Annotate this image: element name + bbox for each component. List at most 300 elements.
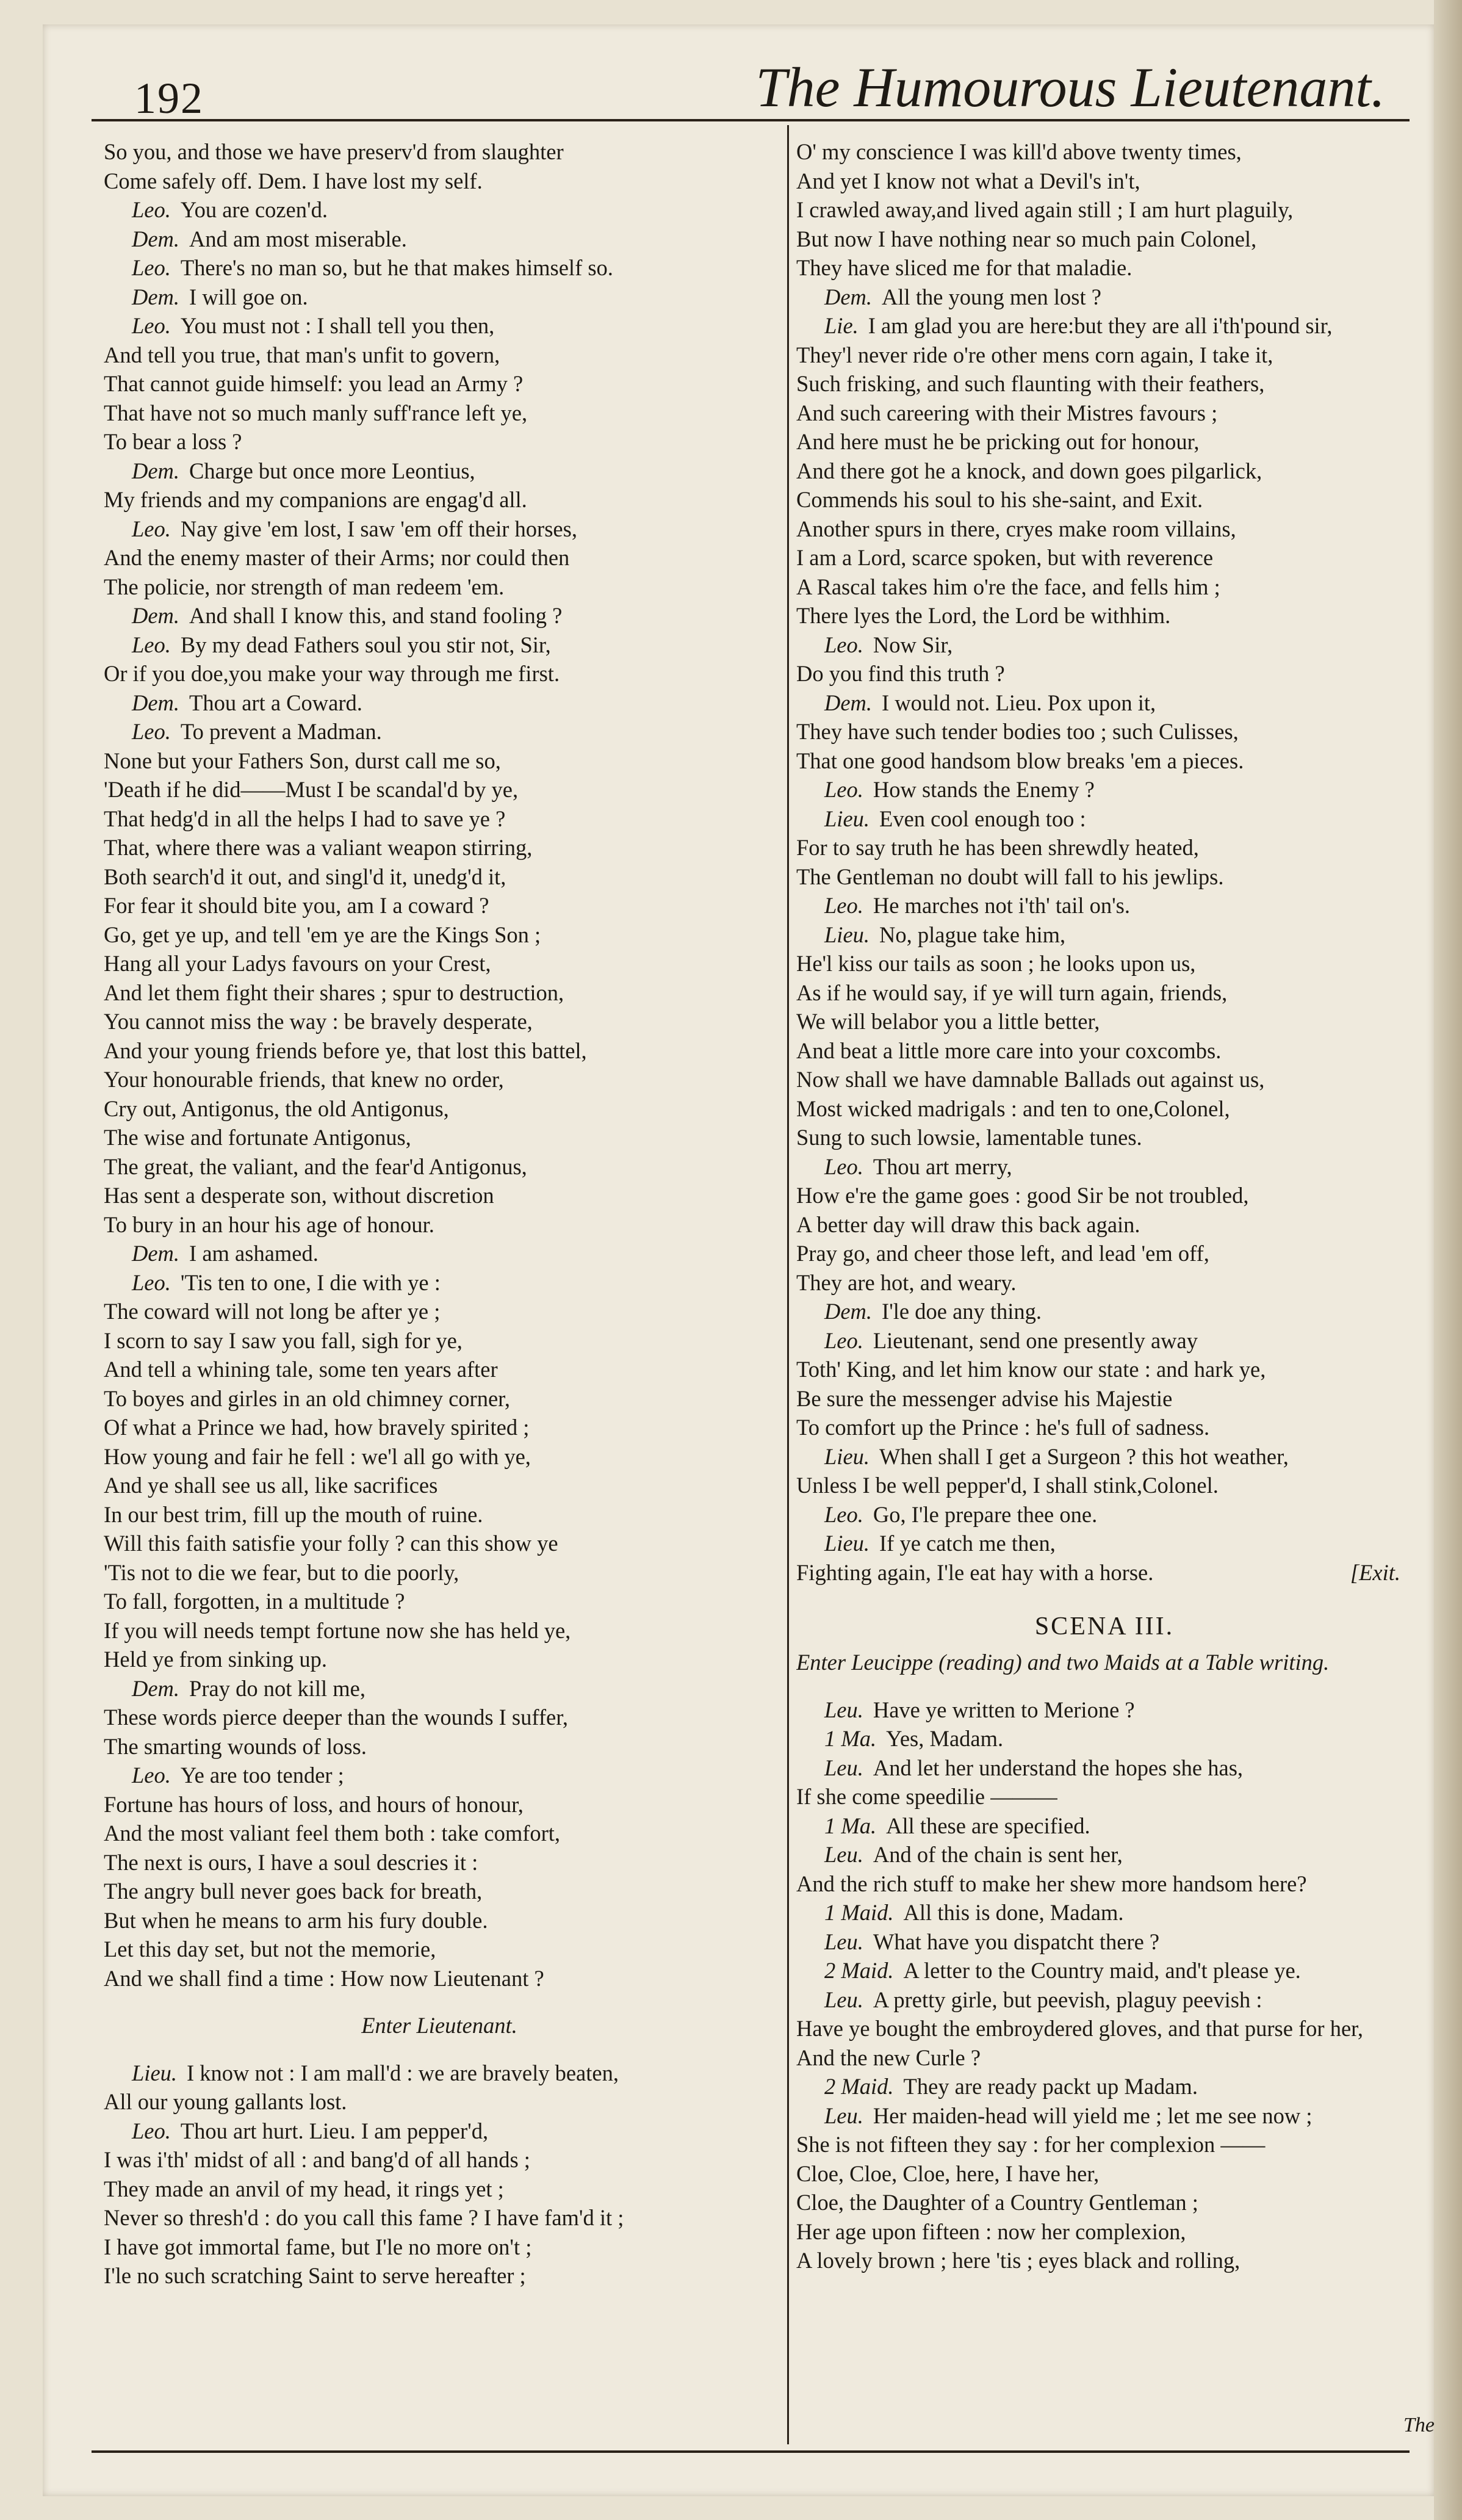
speaker-label: Dem. — [132, 284, 180, 309]
verse-line — [796, 688, 1413, 718]
verse-line — [104, 659, 775, 688]
verse-line — [104, 514, 775, 544]
speaker-label: Leu. — [824, 1842, 863, 1867]
line-text: None but your Fathers Son, durst call me so, — [104, 748, 501, 773]
line-text: Sung to such lowsie, lamentable tunes. — [796, 1125, 1142, 1150]
line-text: As if he would say, if ye will turn again, friends, — [796, 980, 1228, 1005]
verse-line — [796, 601, 1413, 630]
verse-line — [796, 311, 1413, 341]
line-text: And let her understand the hopes she has, — [873, 1755, 1244, 1780]
line-text: Another spurs in there, cryes make room villains, — [796, 516, 1236, 541]
page-binding-edge — [1434, 0, 1462, 2520]
verse-line — [796, 572, 1413, 602]
verse-line — [796, 2043, 1413, 2073]
speaker-label: Leo. — [824, 1501, 863, 1527]
blank-line — [796, 1587, 1413, 1605]
speaker-label: Leo. — [132, 516, 171, 541]
line-text: And of the chain is sent her, — [873, 1842, 1123, 1867]
line-text: Fighting again, I'le eat hay with a horse. — [796, 1559, 1154, 1585]
speaker-label: Leo. — [132, 197, 171, 222]
column-divider — [787, 125, 789, 2444]
verse-line — [104, 1558, 775, 1587]
line-text: I will goe on. — [189, 284, 308, 309]
speaker-label: Dem. — [132, 226, 180, 251]
line-text: The great, the valiant, and the fear'd Antigonus, — [104, 1153, 527, 1179]
line-text: They have sliced me for that maladie. — [796, 255, 1133, 280]
line-text: She is not fifteen they say : for her complexion —— — [796, 2132, 1266, 2157]
verse-line — [796, 1782, 1413, 1811]
verse-line — [104, 341, 775, 370]
speaker-label: 2 Maid. — [824, 1958, 894, 1983]
verse-line — [796, 1181, 1413, 1210]
verse-line — [104, 1906, 775, 1935]
verse-line — [104, 891, 775, 920]
running-title: The Humourous Lieutenant. — [755, 56, 1385, 118]
verse-line — [104, 1877, 775, 1906]
verse-line — [104, 1007, 775, 1036]
speaker-label: Dem. — [132, 1675, 180, 1701]
speaker-label: Leu. — [824, 1987, 863, 2012]
speaker-label: 1 Ma. — [824, 1726, 877, 1751]
line-text: These words pierce deeper than the wounds I suffer, — [104, 1705, 569, 1730]
speaker-label: Leu. — [824, 1929, 863, 1954]
verse-line — [104, 1355, 775, 1384]
line-text: They made an anvil of my head, it rings yet ; — [104, 2176, 504, 2201]
speaker-label: 2 Maid. — [824, 2074, 894, 2099]
speaker-label: Leo. — [132, 313, 171, 338]
line-text: I am glad you are here:but they are all i'th'pound sir, — [868, 313, 1333, 338]
line-text: And tell you true, that man's unfit to govern, — [104, 342, 500, 367]
line-text: You are cozen'd. — [180, 197, 328, 222]
line-text: That have not so much manly suff'rance left ye, — [104, 400, 528, 425]
verse-line — [104, 1268, 775, 1298]
speaker-label: Lie. — [824, 313, 859, 338]
line-text: And here must he be pricking out for honour, — [796, 429, 1200, 454]
verse-line — [104, 1123, 775, 1152]
verse-line — [104, 1210, 775, 1240]
line-text: They are ready packt up Madam. — [903, 2074, 1198, 2099]
verse-line — [104, 2117, 775, 2146]
verse-line — [104, 225, 775, 254]
verse-line — [796, 1840, 1413, 1869]
verse-line — [104, 1935, 775, 1964]
line-text: But now I have nothing near so much pain Colonel, — [796, 226, 1257, 251]
verse-line — [104, 1529, 775, 1558]
verse-line — [796, 485, 1413, 514]
line-text: And beat a little more care into your coxcombs. — [796, 1038, 1222, 1063]
line-text: For to say truth he has been shrewdly heated, — [796, 835, 1199, 860]
line-text: Held ye from sinking up. — [104, 1647, 327, 1672]
line-text: Go, get ye up, and tell 'em ye are the Kings Son ; — [104, 922, 541, 947]
line-text: 'Tis ten to one, I die with ye : — [180, 1269, 441, 1295]
speaker-label: Lieu. — [824, 922, 870, 947]
line-text: The angry bull never goes back for breath, — [104, 1879, 483, 1904]
line-text: And the rich stuff to make her shew more handsom here? — [796, 1871, 1307, 1896]
line-text: No, plague take him, — [879, 922, 1066, 947]
line-text: I'le no such scratching Saint to serve hereafter ; — [104, 2263, 526, 2288]
verse-line — [796, 1065, 1413, 1094]
verse-line — [104, 717, 775, 746]
verse-line — [104, 1616, 775, 1645]
line-text: Fortune has hours of loss, and hours of honour, — [104, 1791, 524, 1817]
verse-line — [796, 862, 1413, 892]
speaker-label: Leo. — [824, 632, 863, 657]
line-text: And tell a whining tale, some ten years after — [104, 1357, 498, 1382]
line-text: Let this day set, but not the memorie, — [104, 1937, 436, 1962]
line-text: And yet I know not what a Devil's in't, — [796, 168, 1140, 193]
line-text: There's no man so, but he that makes himself so. — [180, 255, 613, 280]
verse-line — [104, 804, 775, 834]
header-rule — [92, 119, 1410, 121]
speaker-label: Dem. — [132, 1241, 180, 1266]
verse-line — [796, 2130, 1413, 2159]
verse-line — [796, 1036, 1413, 1066]
verse-line — [796, 1471, 1413, 1500]
verse-line — [104, 1297, 775, 1326]
line-text: He marches not i'th' tail on's. — [873, 893, 1131, 918]
speaker-label: Leo. — [824, 777, 863, 802]
line-text: Will this faith satisfie your folly ? can this show ye — [104, 1531, 558, 1556]
verse-line — [104, 630, 775, 660]
verse-line — [104, 2145, 775, 2175]
verse-line — [796, 1695, 1413, 1725]
footer-rule — [92, 2450, 1410, 2453]
line-text: Or if you doe,you make your way through me first. — [104, 661, 560, 686]
catchword: The — [1403, 2414, 1435, 2436]
verse-line — [796, 195, 1413, 225]
speaker-label: Leo. — [824, 893, 863, 918]
verse-line — [104, 137, 775, 167]
line-text: All these are specified. — [886, 1813, 1090, 1838]
speaker-label: 1 Ma. — [824, 1813, 877, 1838]
line-text: And ye shall see us all, like sacrifices — [104, 1473, 438, 1498]
line-text: Yes, Madam. — [886, 1726, 1004, 1751]
blank-line — [796, 1677, 1413, 1695]
verse-line — [796, 1413, 1413, 1442]
line-text: I was i'th' midst of all : and bang'd of all hands ; — [104, 2147, 530, 2172]
stage-direction: Enter Leucippe (reading) and two Maids at a Table writing. — [796, 1650, 1330, 1675]
verse-line — [104, 1152, 775, 1182]
line-text: We will belabor you a little better, — [796, 1009, 1100, 1034]
line-text: I am a Lord, scarce spoken, but with reverence — [796, 545, 1214, 570]
verse-line — [104, 311, 775, 341]
verse-line — [796, 225, 1413, 254]
verse-line — [104, 978, 775, 1008]
verse-line — [104, 1181, 775, 1210]
line-text: The policie, nor strength of man redeem 'em. — [104, 574, 505, 599]
verse-line — [104, 543, 775, 572]
line-text: Cloe, Cloe, Cloe, here, I have her, — [796, 2161, 1100, 2186]
line-text: Be sure the messenger advise his Majestie — [796, 1385, 1173, 1411]
speaker-label: Leu. — [824, 1697, 863, 1722]
line-text: The Gentleman no doubt will fall to his jewlips. — [796, 864, 1224, 889]
speaker-label: Lieu. — [132, 2060, 178, 2085]
line-text: To fall, forgotten, in a multitude ? — [104, 1589, 405, 1614]
line-text: Hang all your Ladys favours on your Crest, — [104, 951, 491, 976]
line-text: So you, and those we have preserv'd from slaughter — [104, 139, 564, 164]
line-text: Toth' King, and let him know our state : and hark ye, — [796, 1357, 1266, 1382]
line-text: Her age upon fifteen : now her complexion, — [796, 2219, 1186, 2244]
verse-line — [796, 2014, 1413, 2043]
verse-line — [796, 2188, 1413, 2217]
verse-line — [796, 1811, 1413, 1841]
speaker-label: Dem. — [132, 603, 180, 628]
page-number: 192 — [134, 74, 204, 123]
page-header — [92, 43, 1410, 123]
verse-line — [104, 775, 775, 804]
verse-line — [796, 1326, 1413, 1356]
verse-line — [796, 630, 1413, 660]
line-text: I crawled away,and lived again still ; I am hurt plaguily, — [796, 197, 1294, 222]
verse-line — [104, 920, 775, 950]
line-text: Commends his soul to his she-saint, and Exit. — [796, 487, 1203, 512]
verse-line — [104, 1413, 775, 1442]
verse-line — [796, 341, 1413, 370]
line-text: Now Sir, — [873, 632, 953, 657]
verse-line — [796, 1898, 1413, 1927]
line-text: I would not. Lieu. Pox upon it, — [882, 690, 1156, 715]
line-text: If you will needs tempt fortune now she has held ye, — [104, 1617, 571, 1643]
speaker-label: Leo. — [132, 632, 171, 657]
verse-line — [104, 369, 775, 399]
speaker-label: Dem. — [824, 690, 873, 715]
verse-line — [104, 2087, 775, 2117]
verse-line — [796, 2246, 1413, 2275]
speaker-label: Leo. — [132, 2118, 171, 2143]
line-text: And shall I know this, and stand fooling ? — [189, 603, 563, 628]
line-text: Thou art a Coward. — [189, 690, 362, 715]
verse-line — [796, 1239, 1413, 1268]
line-text: Thou art hurt. Lieu. I am pepper'd, — [180, 2118, 489, 2143]
line-text: 'Death if he did——Must I be scandal'd by ye, — [104, 777, 519, 802]
line-text: Pray go, and cheer those left, and lead 'em off, — [796, 1241, 1209, 1266]
verse-line — [796, 1985, 1413, 2015]
line-text: I scorn to say I saw you fall, sigh for ye, — [104, 1327, 463, 1353]
verse-line — [796, 167, 1413, 196]
verse-line — [104, 1964, 775, 1993]
verse-line — [104, 457, 775, 486]
line-text: For fear it should bite you, am I a coward ? — [104, 893, 489, 918]
line-text: Charge but once more Leontius, — [189, 458, 475, 483]
verse-line — [104, 1587, 775, 1616]
blank-line — [104, 1993, 775, 2011]
verse-line — [104, 601, 775, 630]
line-text: A better day will draw this back again. — [796, 1211, 1140, 1237]
speaker-label: Leo. — [132, 255, 171, 280]
verse-line — [796, 514, 1413, 544]
line-text: And your young friends before ye, that lost this battel, — [104, 1038, 587, 1063]
blank-line — [104, 2040, 775, 2059]
line-text: You must not : I shall tell you then, — [180, 313, 495, 338]
line-text: What have you dispatcht there ? — [873, 1929, 1160, 1954]
verse-line — [104, 746, 775, 776]
line-text: I am ashamed. — [189, 1241, 319, 1266]
verse-line — [104, 1442, 775, 1471]
verse-line — [796, 659, 1413, 688]
right-column — [796, 137, 1413, 2275]
verse-line — [796, 1927, 1413, 1957]
line-text: A lovely brown ; here 'tis ; eyes black and rolling, — [796, 2248, 1241, 2273]
verse-line — [104, 1065, 775, 1094]
verse-line — [796, 1753, 1413, 1783]
verse-line — [796, 2159, 1413, 2189]
line-text: Have ye written to Merione ? — [873, 1697, 1135, 1722]
line-text: How e're the game goes : good Sir be not troubled, — [796, 1183, 1249, 1208]
verse-line — [104, 167, 775, 196]
line-text: He'l kiss our tails as soon ; he looks upon us, — [796, 951, 1196, 976]
line-text: A Rascal takes him o're the face, and fells him ; — [796, 574, 1220, 599]
speaker-label: Dem. — [132, 458, 180, 483]
line-text: I'le doe any thing. — [882, 1299, 1042, 1324]
verse-line — [104, 1094, 775, 1124]
verse-line — [796, 2101, 1413, 2131]
verse-line — [104, 1848, 775, 1877]
verse-line — [796, 1442, 1413, 1471]
line-text: Her maiden-head will yield me ; let me see now ; — [873, 2103, 1313, 2128]
line-text: And the most valiant feel them both : take comfort, — [104, 1821, 561, 1846]
verse-line — [796, 1529, 1413, 1558]
line-text: To bury in an hour his age of honour. — [104, 1211, 434, 1237]
verse-line — [104, 1384, 775, 1413]
line-text: Of what a Prince we had, how bravely spirited ; — [104, 1415, 530, 1440]
verse-line — [796, 283, 1413, 312]
line-text: But when he means to arm his fury double. — [104, 1907, 488, 1933]
line-text: I know not : I am mall'd : we are bravely beaten, — [187, 2060, 619, 2085]
speaker-label: Leo. — [132, 1269, 171, 1295]
speaker-label: Dem. — [132, 690, 180, 715]
line-text: Go, I'le prepare thee one. — [873, 1501, 1098, 1527]
line-text: That hedg'd in all the helps I had to save ye ? — [104, 806, 506, 831]
line-text: When shall I get a Surgeon ? this hot weather, — [879, 1443, 1289, 1469]
line-text: All the young men lost ? — [882, 284, 1101, 309]
line-text: Lieutenant, send one presently away — [873, 1327, 1198, 1353]
verse-line — [796, 399, 1413, 428]
line-text: They'l never ride o're other mens corn again, I take it, — [796, 342, 1273, 367]
verse-line — [796, 1384, 1413, 1413]
verse-line — [104, 1790, 775, 1819]
verse-line — [104, 1761, 775, 1790]
speaker-label: Leu. — [824, 2103, 863, 2128]
verse-line — [104, 399, 775, 428]
verse-line — [796, 457, 1413, 486]
line-text: And we shall find a time : How now Lieutenant ? — [104, 1965, 544, 1991]
line-text: The wise and fortunate Antigonus, — [104, 1125, 411, 1150]
verse-line — [104, 195, 775, 225]
verse-line — [104, 1819, 775, 1848]
line-text: Your honourable friends, that knew no order, — [104, 1067, 504, 1092]
verse-line — [796, 1297, 1413, 1326]
speaker-label: 1 Maid. — [824, 1900, 894, 1925]
verse-line — [104, 253, 775, 283]
line-text: That, where there was a valiant weapon stirring, — [104, 835, 533, 860]
line-text: There lyes the Lord, the Lord be withhim. — [796, 603, 1171, 628]
verse-line — [796, 1152, 1413, 1182]
line-text: Unless I be well pepper'd, I shall stink,Colonel. — [796, 1473, 1219, 1498]
verse-line — [796, 137, 1413, 167]
speaker-label: Dem. — [824, 1299, 873, 1324]
verse-line — [104, 427, 775, 457]
scene-heading: SCENA III. — [1034, 1612, 1175, 1641]
line-text: Most wicked madrigals : and ten to one,Colonel, — [796, 1096, 1230, 1121]
verse-line — [796, 978, 1413, 1008]
line-text: Have ye bought the embroydered gloves, and that purse for her, — [796, 2016, 1363, 2041]
line-text: A letter to the Country maid, and't please ye. — [903, 1958, 1301, 1983]
verse-line — [104, 688, 775, 718]
verse-line — [796, 2217, 1413, 2247]
line-text: Ye are too tender ; — [180, 1763, 344, 1788]
exit-direction: [Exit. — [1350, 1559, 1400, 1585]
verse-line — [796, 543, 1413, 572]
verse-line — [104, 1471, 775, 1500]
verse-line — [796, 369, 1413, 399]
line-text: To boyes and girles in an old chimney corner, — [104, 1385, 510, 1411]
line-text: To bear a loss ? — [104, 429, 242, 454]
verse-line — [796, 1558, 1413, 1587]
verse-line — [796, 949, 1413, 978]
line-text: O' my conscience I was kill'd above twenty times, — [796, 139, 1242, 164]
line-text: The smarting wounds of loss. — [104, 1733, 367, 1759]
verse-line — [796, 1123, 1413, 1152]
verse-line — [104, 283, 775, 312]
line-text: Both search'd it out, and singl'd it, unedg'd it, — [104, 864, 506, 889]
speaker-label: Dem. — [824, 284, 873, 309]
verse-line — [104, 485, 775, 514]
line-text: My friends and my companions are engag'd all. — [104, 487, 527, 512]
verse-line — [104, 1326, 775, 1356]
line-text: All our young gallants lost. — [104, 2089, 347, 2114]
verse-line — [104, 1239, 775, 1268]
line-text: The next is ours, I have a soul descries it : — [104, 1849, 478, 1875]
line-text: How stands the Enemy ? — [873, 777, 1095, 802]
verse-line — [796, 1268, 1413, 1298]
line-text: In our best trim, fill up the mouth of ruine. — [104, 1501, 483, 1527]
verse-line — [796, 1869, 1413, 1899]
verse-line — [796, 1500, 1413, 1529]
verse-line — [796, 746, 1413, 776]
line-text: To prevent a Madman. — [180, 719, 382, 744]
line-text: And the new Curle ? — [796, 2045, 981, 2070]
line-text: All this is done, Madam. — [903, 1900, 1124, 1925]
line-text: A pretty girle, but peevish, plaguy peevish : — [873, 1987, 1262, 2012]
line-text: Do you find this truth ? — [796, 661, 1005, 686]
verse-line — [796, 891, 1413, 920]
verse-line — [104, 1703, 775, 1732]
line-text: You cannot miss the way : be bravely desperate, — [104, 1009, 533, 1034]
line-text: Cry out, Antigonus, the old Antigonus, — [104, 1096, 449, 1121]
verse-line — [104, 833, 775, 862]
line-text: And let them fight their shares ; spur to destruction, — [104, 980, 564, 1005]
verse-line — [796, 427, 1413, 457]
line-text: Has sent a desperate son, without discretion — [104, 1183, 494, 1208]
line-text: Never so thresh'd : do you call this fame ? I have fam'd it ; — [104, 2205, 624, 2230]
speaker-label: Leo. — [132, 719, 171, 744]
line-text: To comfort up the Prince : he's full of sadness. — [796, 1415, 1210, 1440]
verse-line — [104, 2203, 775, 2233]
verse-line — [796, 920, 1413, 950]
line-text: If ye catch me then, — [879, 1531, 1056, 1556]
line-text: They have such tender bodies too ; such Culisses, — [796, 719, 1239, 744]
line-text: And am most miserable. — [189, 226, 407, 251]
line-text: That one good handsom blow breaks 'em a pieces. — [796, 748, 1244, 773]
verse-line — [796, 253, 1413, 283]
verse-line — [104, 2175, 775, 2204]
line-text: Nay give 'em lost, I saw 'em off their horses, — [180, 516, 577, 541]
line-text: The coward will not long be after ye ; — [104, 1299, 441, 1324]
line-text: Thou art merry, — [873, 1153, 1012, 1179]
verse-line — [104, 2261, 775, 2291]
line-text: If she come speedilie ——— — [796, 1784, 1057, 1809]
line-text: Come safely off. Dem. I have lost my self. — [104, 168, 483, 193]
